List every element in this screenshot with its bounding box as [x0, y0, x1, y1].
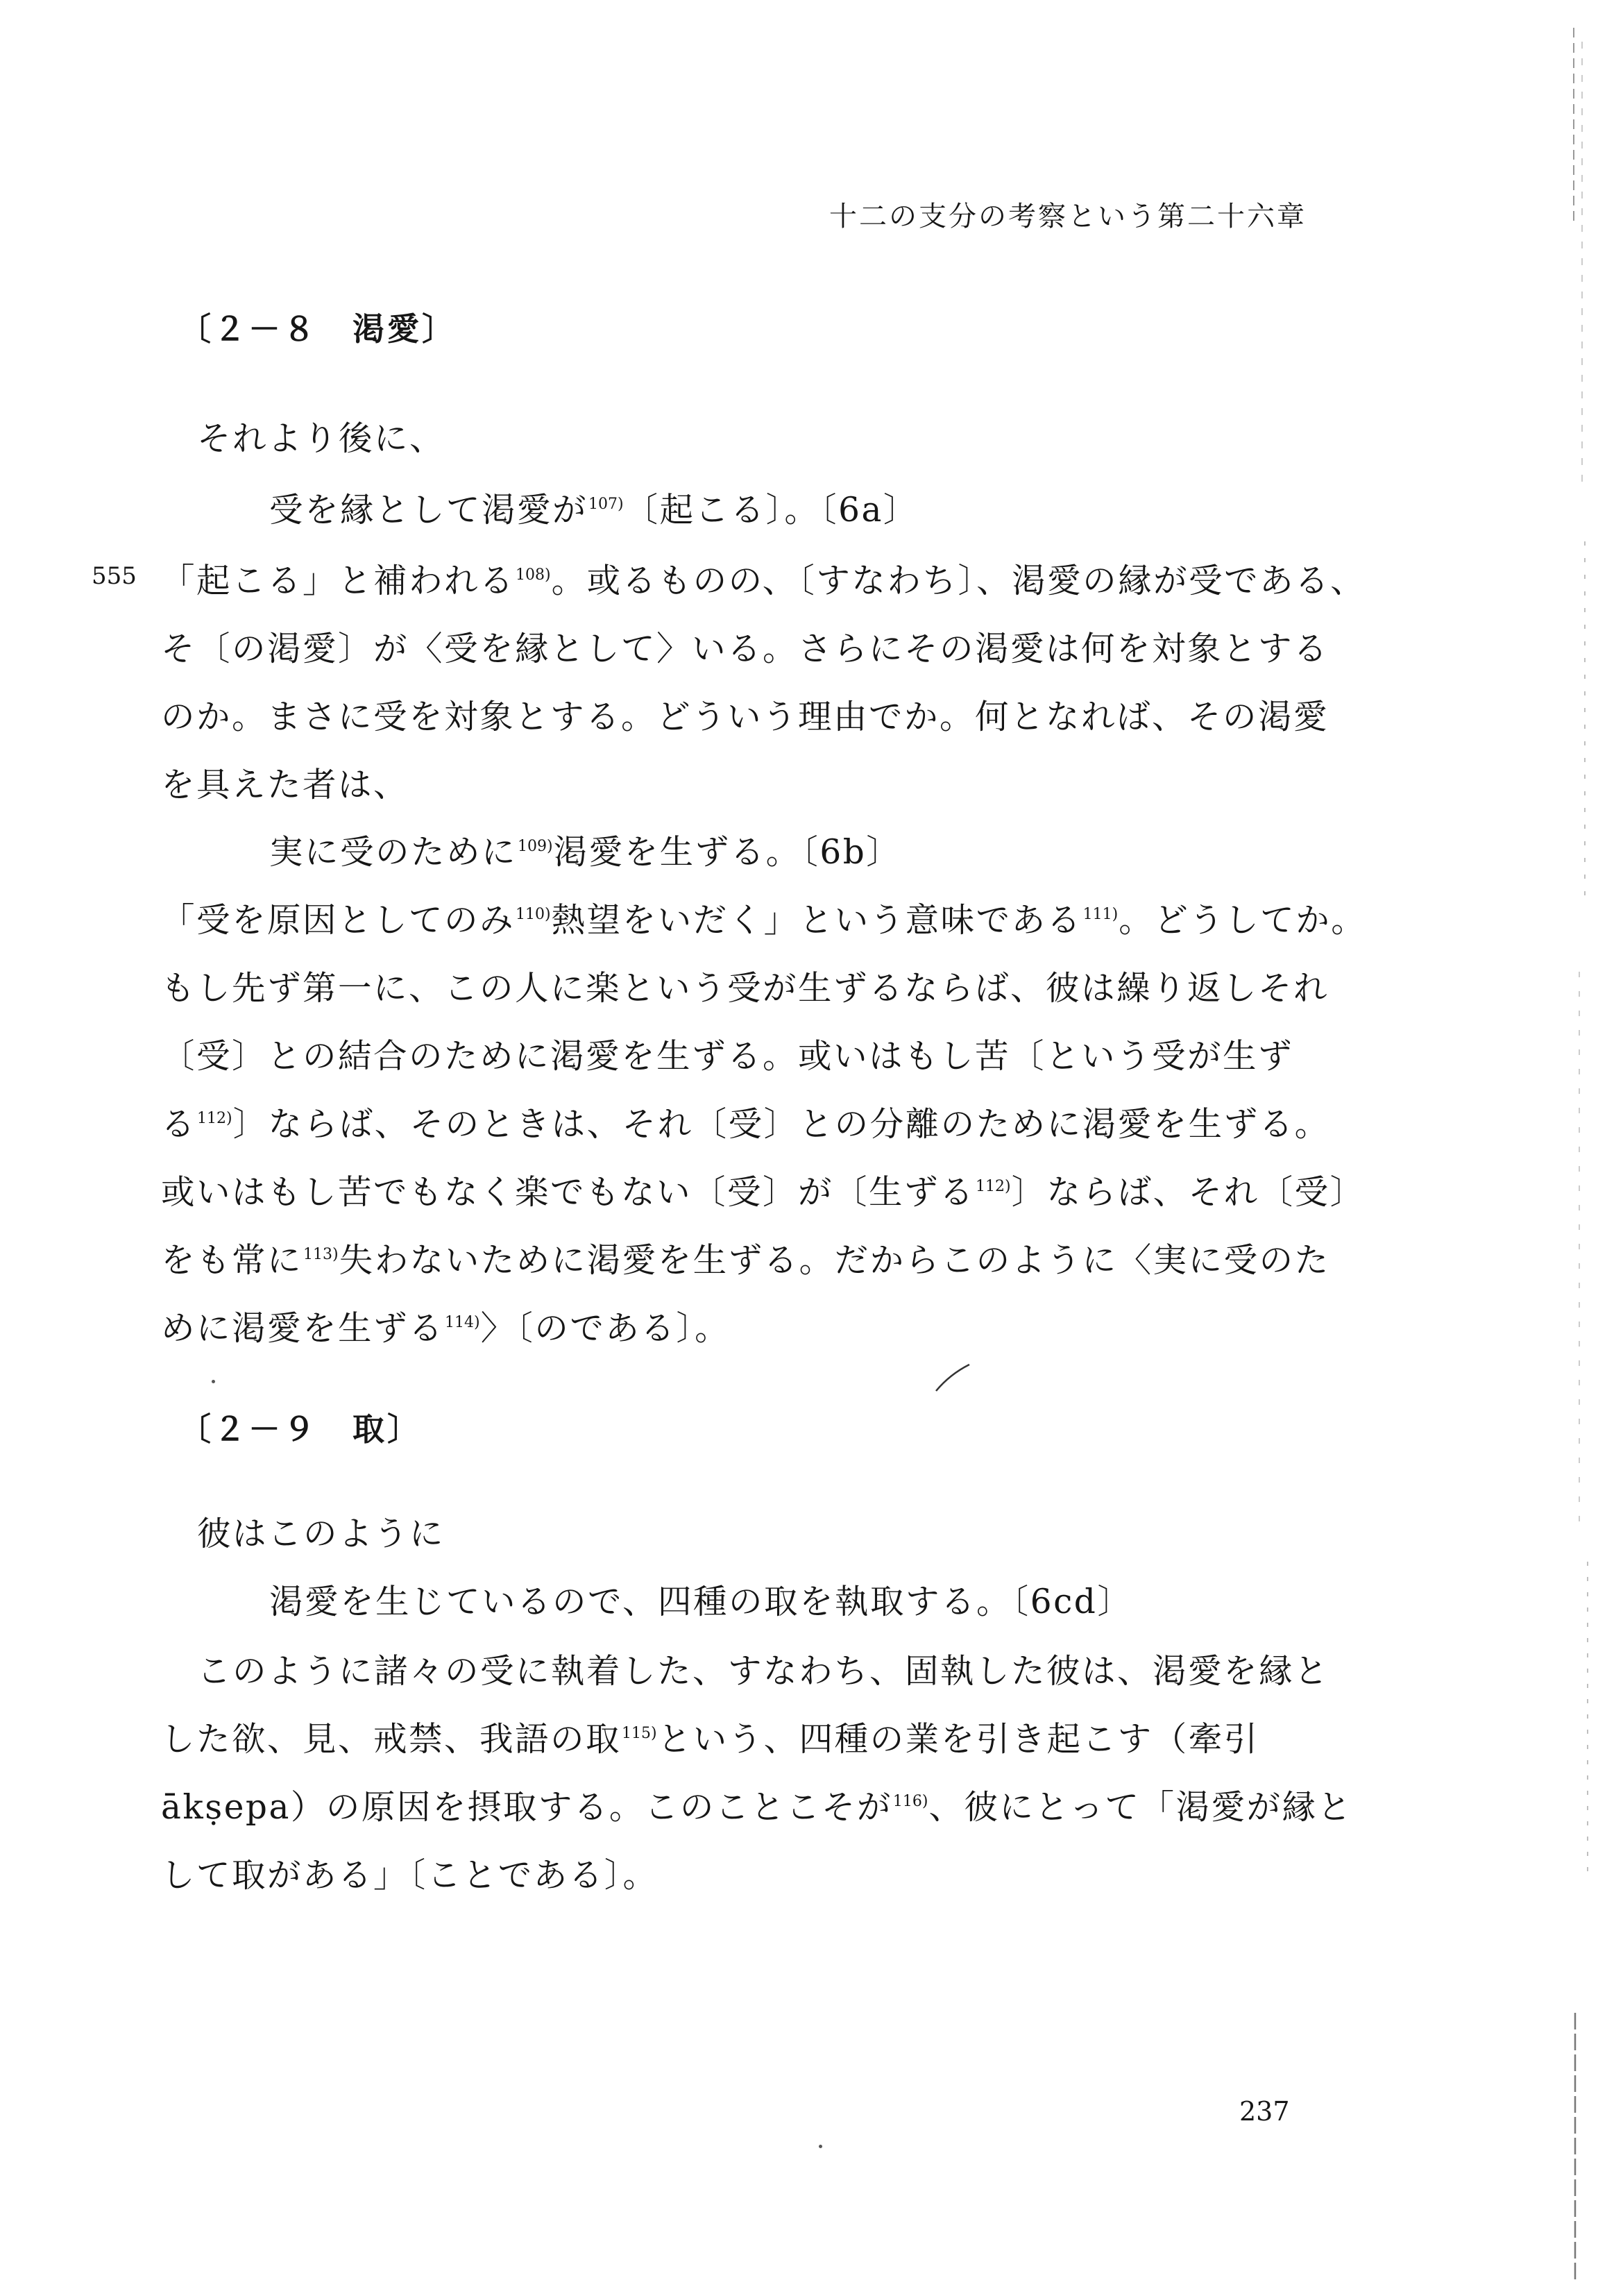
footnote-ref: 114): [445, 1314, 480, 1331]
text-segment: 熱望をいだく」という意味である: [551, 901, 1082, 940]
footnote-ref: 112): [197, 1110, 232, 1127]
text-line: このように諸々の受に執着した、すなわち、固執した彼は、渇愛を縁と: [197, 1652, 1330, 1691]
text-line: [161, 1301, 730, 1349]
text-segment: 〉〔のである〕。: [480, 1309, 731, 1348]
footnote-ref: 108): [516, 566, 551, 584]
text-segment: をも常に: [161, 1241, 303, 1280]
text-line: のか。まさに受を対象とする。どういう理由でか。何となれば、その渇愛: [161, 698, 1329, 736]
text-line: [161, 1165, 1366, 1213]
footnote-ref: 107): [588, 496, 624, 513]
verse-line: 渇愛を生じているので、四種の取を執取する。〔6cd〕: [269, 1582, 1133, 1621]
verse-line: [269, 825, 901, 873]
scan-edge-lines: [1554, 0, 1623, 2296]
scan-speck: [819, 2145, 822, 2148]
text-line: を具えた者は、: [161, 766, 409, 804]
text-line: [161, 1780, 1352, 1828]
text-segment: 、彼にとって「渇愛が縁と: [928, 1788, 1353, 1827]
text-segment: 受を縁として渇愛が: [269, 491, 588, 530]
text-segment: 〕ならば、それ〔受〕: [1011, 1173, 1366, 1212]
text-segment: 実に受のために: [269, 833, 518, 872]
footnote-ref: 112): [976, 1178, 1011, 1195]
page-number: 237: [1239, 2096, 1290, 2127]
footnote-ref: 110): [516, 906, 551, 923]
text-segment: 或いはもし苦でもなく楽でもない〔受〕が〔生ずる: [161, 1173, 976, 1212]
pencil-mark: [933, 1360, 975, 1395]
text-segment: 「起こる」と補われる: [161, 562, 516, 600]
text-segment: 。どうしてか。: [1119, 901, 1367, 940]
text-line: [161, 893, 1366, 941]
text-line: 〔受〕との結合のために渇愛を生ずる。或いはもし苦〔という受が生ず: [161, 1037, 1294, 1076]
footnote-ref: 113): [303, 1246, 339, 1263]
text-line: して取がある」〔ことである〕。: [161, 1856, 658, 1895]
section-heading-2-8: 〔２－８ 渇愛〕: [179, 310, 457, 348]
text-segment: 失わないために渇愛を生ずる。だからこのように〈実に受のた: [339, 1241, 1330, 1280]
running-head: 十二の支分の考察という第二十六章: [829, 201, 1307, 233]
footnote-ref: 115): [622, 1725, 657, 1742]
text-segment: 〕ならば、そのときは、それ〔受〕との分離のために渇愛を生ずる。: [232, 1105, 1330, 1144]
text-segment: めに渇愛を生ずる: [161, 1309, 445, 1348]
text-line: [161, 1233, 1330, 1281]
text-segment: 「受を原因としてのみ: [161, 901, 516, 940]
text-line: [161, 1097, 1330, 1145]
text-segment: 〔起こる〕。〔6a〕: [624, 491, 919, 530]
footnote-ref: 116): [892, 1793, 928, 1810]
footnote-ref: 109): [518, 838, 553, 855]
text-segment: 。或るものの、〔すなわち〕、渇愛の縁が受である、: [551, 562, 1366, 600]
text-line: そ〔の渇愛〕が〈受を縁として〉いる。さらにその渇愛は何を対象とする: [161, 630, 1329, 668]
text-line: [161, 1712, 1259, 1760]
footnote-ref: 111): [1082, 906, 1119, 923]
text-line: それより後に、: [197, 419, 445, 458]
text-segment: 渇愛を生ずる。〔6b〕: [553, 833, 902, 872]
text-line: 彼はこのように: [197, 1514, 445, 1553]
text-segment: ākṣepa）の原因を摂取する。このことこそが: [161, 1788, 892, 1827]
verse-line: [269, 482, 919, 531]
margin-number: 555: [92, 562, 137, 590]
text-segment: した欲、見、戒禁、我語の取: [161, 1720, 622, 1759]
text-line: もし先ず第一に、この人に楽という受が生ずるならば、彼は繰り返しそれ: [161, 969, 1329, 1008]
section-heading-2-9: 〔２－９ 取〕: [179, 1410, 422, 1448]
text-line: [161, 553, 1366, 602]
scan-speck: [212, 1380, 215, 1383]
text-segment: る: [161, 1105, 197, 1144]
text-segment: という、四種の業を引き起こす（牽引: [657, 1720, 1259, 1759]
